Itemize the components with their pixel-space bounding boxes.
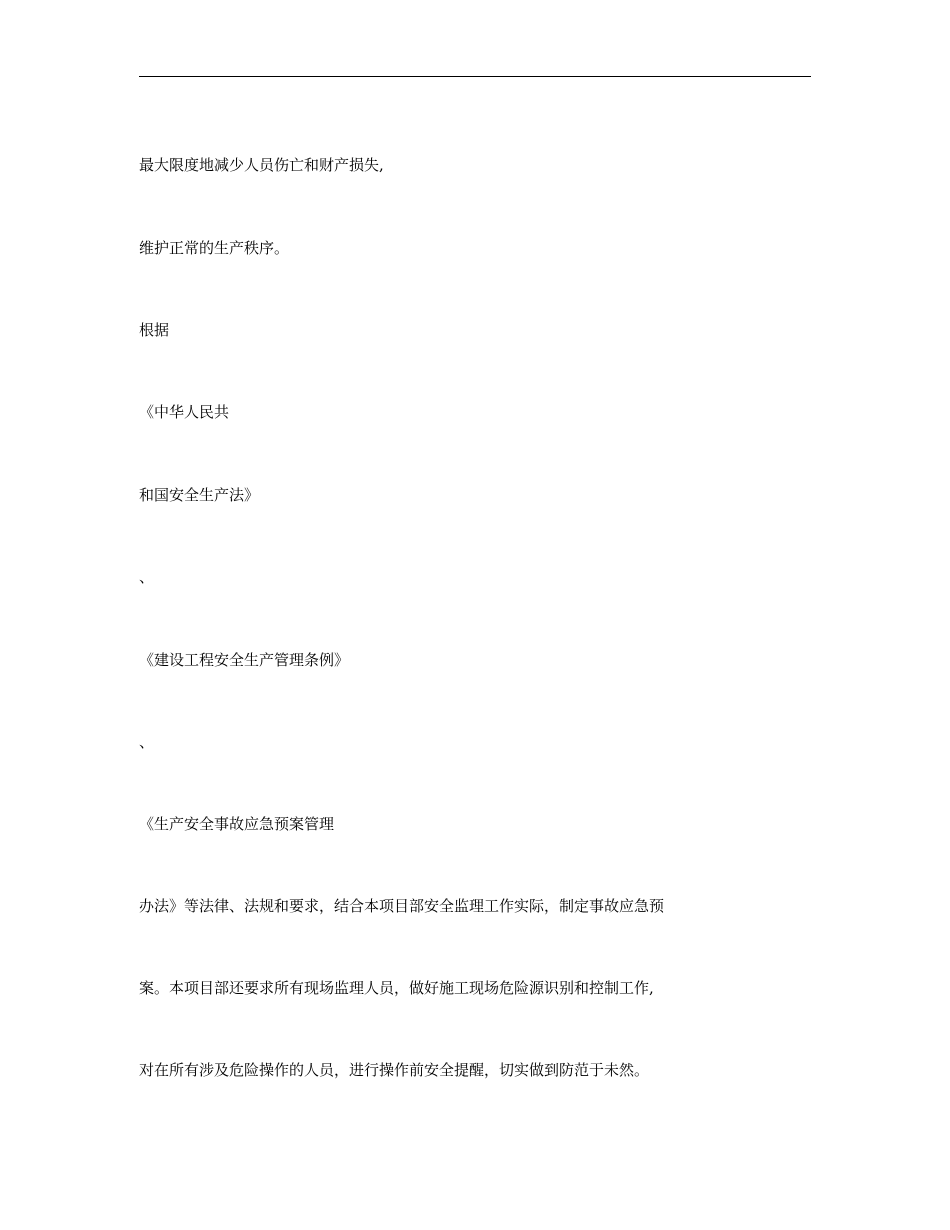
body-text-line: 《生产安全事故应急预案管理 — [139, 815, 335, 833]
body-text-line: 根据 — [139, 321, 170, 339]
body-text-line: 最大限度地减少人员伤亡和财产损失, — [139, 156, 384, 174]
body-text-line: 对在所有涉及危险操作的人员，进行操作前安全提醒，切实做到防范于未然。 — [139, 1061, 650, 1079]
body-text-line: 《建设工程安全生产管理条例》 — [139, 651, 350, 669]
header-rule — [139, 76, 811, 77]
body-text-line: 维护正常的生产秩序。 — [139, 239, 290, 257]
body-text-line: 办法》等法律、法规和要求，结合本项目部安全监理工作实际，制定事故应急预 — [139, 897, 665, 915]
body-text-line: 《中华人民共 — [139, 403, 230, 421]
body-text-line: 案。本项目部还要求所有现场监理人员，做好施工现场危险源识别和控制工作, — [139, 979, 654, 997]
body-text-line: 和国安全生产法》 — [139, 486, 260, 504]
body-text-line: 、 — [139, 733, 155, 751]
body-text-line: 、 — [139, 568, 155, 586]
